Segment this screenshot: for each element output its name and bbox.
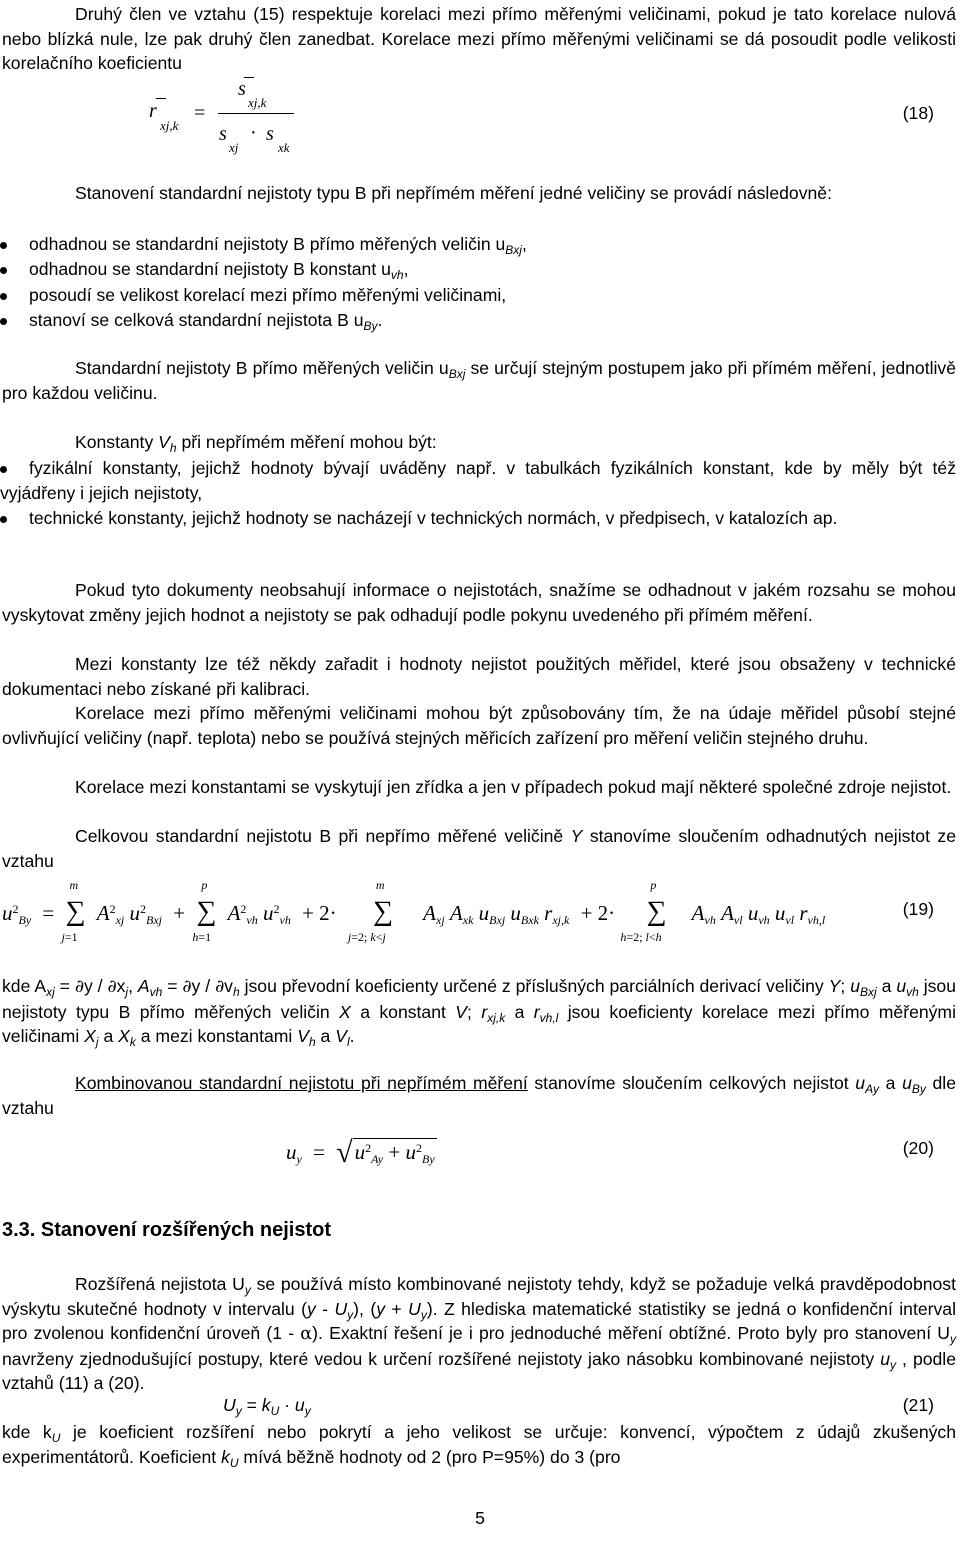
konstanty-var: V [158, 432, 170, 452]
eq19-number: (19) [902, 899, 934, 919]
paragraph-text: Korelace mezi konstantami se vyskytují jen zřídka a jen v případech pokud mají některé společné zdroje nejistot. [75, 777, 952, 797]
eq18-den-sub2: xk [278, 140, 290, 155]
bullet-text: stanoví se celková standardní nejistota B u [29, 310, 364, 330]
eq20-number: (20) [902, 1138, 934, 1158]
bullet-dot [0, 267, 7, 274]
body-paragraph [2, 775, 956, 800]
kde19-t4: jsou koeficienty korelace mezi přímo měřenými veličinami [2, 1001, 956, 1047]
komb-underlined: Kombinovanou standardní nejistotu při nepřímém měření [75, 1073, 528, 1093]
bullet-item [0, 232, 956, 257]
bullet-item [0, 506, 956, 531]
intro-paragraph [2, 2, 956, 76]
eq18-num-sub: xj,k [248, 95, 267, 110]
bullet-sub: vh [390, 268, 404, 282]
konstanty-lead: Konstanty [75, 432, 159, 452]
eq18-den-sub1: xj [229, 140, 239, 155]
page-number: 5 [475, 1508, 485, 1528]
bullet-sub: By [363, 319, 378, 333]
bullet-text: technické konstanty, jejichž hodnoty se nacházejí v technických normách, v předpisech, v katalozích ap. [29, 508, 838, 528]
std-sub: Bxj [448, 367, 466, 381]
stanoveni-text: Stanovení standardní nejistoty typu B při nepřímém měření jedné veličiny se provádí následovně: [75, 183, 832, 203]
rozsirena-text: Rozšířená nejistota U [75, 1274, 245, 1294]
celkovou-rest: stanovíme sloučením odhadnutých nejistot ze vztahu [2, 826, 956, 871]
konstanty-rest: při nepřímém měření mohou být: [176, 432, 437, 452]
celkovou-paragraph [2, 824, 956, 873]
stanoveni-paragraph [2, 181, 956, 206]
bullet-item [0, 283, 956, 308]
std-rest: se určují stejným postupem jako při přímém měření, jednotlivě pro každou veličinu. [2, 358, 956, 403]
bullet-text: posoudí se velikost korelací mezi přímo měřenými veličinami, [29, 285, 507, 305]
bullet-text: fyzikální konstanty, jejichž hodnoty bývají uváděny např. v tabulkách fyzikálních konstant, kde by měly být též vyjádřeny i jejich nejistoty, [0, 458, 956, 503]
section-heading: 3.3. Stanovení rozšířených nejistot [2, 1219, 331, 1241]
eq21-u: U [223, 1395, 236, 1415]
eq21-number: (21) [902, 1395, 934, 1415]
komb-tail: dle vztahu [2, 1073, 956, 1118]
paragraph-text: Korelace mezi přímo měřenými veličinami mohou být způsobovány tím, že na údaje měřidel působí stejné ovlivňující veličiny (např. teplota) nebo se používá stejných měřicích zařízení pro měření veličin stejného druhu. [2, 703, 956, 748]
konstanty-sub: h [169, 441, 177, 455]
bullet-tail: , [403, 259, 409, 279]
body-paragraph [2, 578, 956, 627]
bullet-dot [0, 466, 7, 473]
equation-19 [0, 875, 960, 945]
eq18-equals: = [194, 102, 206, 124]
eq21-body: $U_y = k_U \cdot u_y$ [223, 1395, 311, 1418]
eq19-body: $u^2_{By}$ = ∑ m j=1 $A^2_{xj}$ $u^2_{Bxj}$ + ∑ p h=1 $A^2_{vh}$ $u^2_{vh} + 2\cdot$ ∑ m j=2; k<j $A_{xj}$ $A_{xk}$ $u_{Bxj}$ $u_{Bxk}$ $r_{xj,k} + 2\cdot$ ∑ p h=2; l<h $A_{vh}$ $A_{vl}$ $u_{vh}$ $u_{vl}$ $r_{vh,l}$ [2, 878, 826, 944]
bullet-text: odhadnou se standardní nejistoty B konstant u [29, 259, 391, 279]
kombinovanou-paragraph: Kombinovanou standardní nejistotu při nepřímém měření stanovíme sloučením celkových nejistot $u_{Ay}$ a $u_{By}$ dle vztahu [2, 1073, 956, 1118]
bullet-dot [0, 293, 7, 300]
bullet-item [0, 257, 956, 282]
std-text: Standardní nejistoty B přímo měřených veličin u [75, 358, 449, 378]
komb-and: a [879, 1073, 903, 1093]
bullet-item [0, 308, 956, 333]
eq18-bar [156, 98, 166, 99]
kde21-paragraph: kde $k_U$ je koeficient rozšíření nebo pokrytí a jeho velikost se určuje: konvencí, výpočtem z údajů zkušených experimentátorů. Koeficient $k_U$ mívá běžně hodnoty od 2 (pro P=95%) do 3 (pro [2, 1422, 956, 1470]
eq18-fraction-line [218, 113, 294, 114]
eq18-number: (18) [902, 103, 934, 123]
eq18-r-sub: xj,k [160, 118, 179, 133]
standardni-paragraph [2, 356, 956, 405]
eq18-num-bar [244, 77, 254, 78]
rozsirena-paragraph: Rozšířená nejistota $U_y$ se používá místo kombinované nejistoty tehdy, když se požaduje velká pravděpodobnost výskytu skutečné hodnoty v intervalu $(y - U_y)$, $(y + U_y)$. Z hlediska matematické statistiky se jedná o konfidenční interval pro zvolenou konfidenční úroveň (1 - α). Exaktní řešení je i pro jednoduché měření obtížné. Proto byly pro stanovení $U_y$ navrženy zjednodušující postupy, které vedou k určení rozšířené nejistoty jako násobku kombinované nejistoty $u_y$ , podle vztahů (11) a (20). [2, 1274, 957, 1394]
kde19-paragraph: kde $A_{xj} = \partial y / \partial x_j$, $A_{vh} = \partial y / \partial v_h$ jsou převodní koeficienty určené z příslušných parciálních derivací veličiny Y; $u_{Bxj}$ a $u_{vh}$ jsou nejistoty typu B přímo měřených veličin X a konstant V; $r_{xj,k}$ a $r_{vh,l}$ jsou koeficienty korelace mezi přímo měřenými veličinami $X_j$ a $X_k$ a mezi konstantami $V_h$ a $V_l$. [2, 976, 956, 1050]
paragraph-text: Mezi konstanty lze též někdy zařadit i hodnoty nejistot použitých měřidel, které jsou obsaženy v technické dokumentaci nebo získané při kalibraci. [2, 654, 956, 699]
rozsirena-rest: Exaktní řešení je i pro jednoduché měření obtížné. Proto byly pro stanovení U [329, 1323, 951, 1344]
body-paragraph [2, 652, 956, 701]
eq18-num-s: s [238, 78, 246, 100]
eq18-r: r [149, 100, 157, 122]
kde19-t1: kde A [2, 976, 47, 996]
eq18-den-s1: s [219, 123, 227, 145]
celkovou-text: Celkovou standardní nejistotu B při nepřímo měřené veličině [75, 826, 571, 846]
eq18-den-s2: s [266, 123, 274, 145]
bullet-tail: , [521, 234, 527, 254]
kde21-text: kde k [2, 1422, 52, 1442]
komb-rest: stanovíme sloučením celkových nejistot [527, 1073, 856, 1093]
paragraph-text: Pokud tyto dokumenty neobsahují informace o nejistotách, snažíme se odhadnout v jakém rozsahu se mohou vyskytovat změny jejich hodnot a nejistoty se pak odhadují podle pokynu uvedeného při přímém měření. [2, 580, 956, 625]
kde19-t2: jsou převodní koeficienty určené z příslušných parciálních derivací veličiny [239, 976, 829, 996]
bullet-sub: Bxj [505, 243, 522, 257]
eq18-dot: · [250, 122, 257, 144]
bullet-dot [0, 242, 7, 249]
bullet-tail: . [377, 310, 383, 330]
bullet-dot [0, 318, 7, 325]
eq20-body: $u_y = √u^2_{Ay} + u^2_{By}$ [286, 1136, 435, 1169]
bullet-text: odhadnou se standardní nejistoty B přímo měřených veličin u [29, 234, 506, 254]
kde19-t3: jsou nejistoty typu B přímo měřených veličin [2, 976, 956, 1022]
bullet-item [0, 456, 956, 505]
intro-text: Druhý člen ve vztahu (15) respektuje korelaci mezi přímo měřenými veličinami, pokud je tato korelace nulová nebo blízká nule, lze pak druhý člen zanedbat. Korelace mezi přímo měřenými veličinami se dá posoudit podle velikosti korelačního koeficientu [2, 4, 956, 74]
bullet-dot [0, 516, 7, 523]
celkovou-var: Y [570, 826, 583, 846]
konstanty-heading [2, 430, 956, 455]
komb-u: u [855, 1073, 866, 1093]
body-paragraph [2, 701, 956, 750]
